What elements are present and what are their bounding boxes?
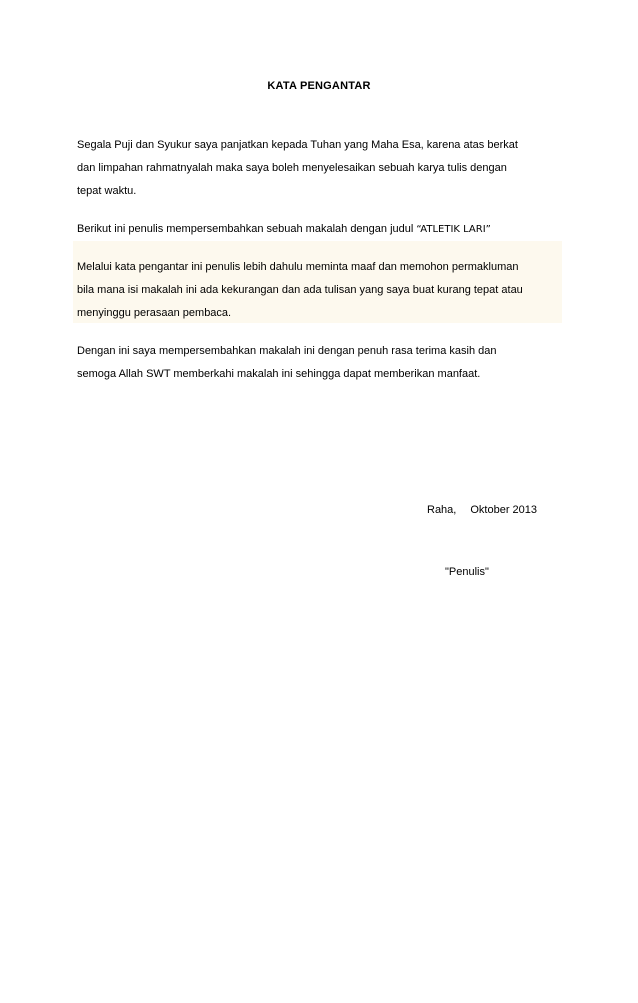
paragraph-apology-highlighted (73, 241, 562, 323)
signature-place-date (427, 504, 537, 516)
paragraph-line: dan limpahan rahmatnyalah maka saya boleh menyelesaikan sebuah karya tulis dengan (77, 162, 507, 174)
paragraph-line (77, 218, 567, 241)
paragraph-line: bila mana isi makalah ini ada kekurangan dan ada tulisan yang saya buat kurang tepat atau (77, 284, 523, 296)
signature-date: Oktober 2013 (470, 504, 538, 516)
paragraph-line: semoga Allah SWT memberkahi makalah ini sehingga dapat memberikan manfaat. (77, 368, 481, 380)
paragraph-line: menyinggu perasaan pembaca. (77, 307, 232, 319)
paragraph-line: Dengan ini saya mempersembahkan makalah ini dengan penuh rasa terima kasih dan (77, 345, 497, 357)
paragraph-line: Melalui kata pengantar ini penulis lebih dahulu meminta maaf dan memohon permakluman (77, 261, 519, 273)
signature-author: "Penulis" (445, 566, 489, 578)
paper-title: “ATLETIK LARI” (416, 224, 491, 235)
paragraph-opening (77, 134, 567, 203)
paragraph-line: Segala Puji dan Syukur saya panjatkan kepada Tuhan yang Maha Esa, karena atas berkat (77, 139, 518, 151)
paragraph-closing (77, 340, 567, 386)
paragraph-title-intro (77, 218, 567, 241)
document-title: KATA PENGANTAR (267, 80, 371, 92)
signature-place: Raha, (427, 504, 457, 516)
paragraph-line: tepat waktu. (77, 185, 137, 197)
paragraph-text: Berikut ini penulis mempersembahkan sebuah makalah dengan judul (77, 223, 417, 235)
